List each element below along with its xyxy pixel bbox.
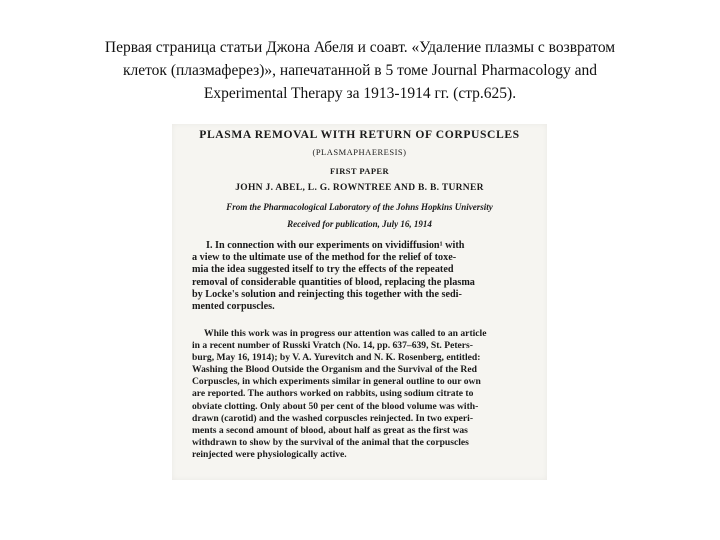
text-line: in a recent number of Russki Vratch (No. 14, pp. 637–639, St. Peters-	[192, 340, 473, 352]
text-line: removal of considerable quantities of blood, replacing the plasma	[192, 276, 475, 288]
text-line: reinjected were physiologically active.	[192, 448, 347, 460]
text-line: burg, May 16, 1914); by V. A. Yurevitch and N. K. Rosenberg, entitled:	[192, 352, 481, 364]
article-authors: JOHN J. ABEL, L. G. ROWNTREE AND B. B. TURNER	[235, 183, 484, 193]
article-title: PLASMA REMOVAL WITH RETURN OF CORPUSCLES	[199, 128, 520, 141]
received-date: Received for publication, July 16, 1914	[287, 219, 432, 229]
caption-line: клеток (плазмаферез)», напечатанной в 5 томе Journal Pharmacology and	[122, 62, 598, 79]
slide-caption	[30, 36, 690, 105]
text-line: are reported. The authors worked on rabbits, using sodium citrate to	[192, 388, 474, 400]
text-line: Corpuscles, in which experiments similar in general outline to our own	[192, 376, 481, 388]
text-line: ments a second amount of blood, about half as great as the first was	[192, 424, 468, 436]
text-line: Washing the Blood Outside the Organism and the Survival of the Red	[192, 364, 477, 376]
article-subtitle: (PLASMAPHAERESIS)	[312, 147, 407, 157]
text-line: a view to the ultimate use of the method for the relief of toxe-	[192, 252, 457, 264]
paragraph-1	[192, 240, 532, 313]
text-line: mia the idea suggested itself to try the effects of the repeated	[192, 264, 454, 276]
article-scan-image	[172, 124, 547, 480]
text-line: drawn (carotid) and the washed corpuscles reinjected. In two experi-	[192, 412, 474, 424]
text-line: mented corpuscles.	[192, 301, 275, 313]
text-line: I. In connection with our experiments on vividiffusion¹ with	[206, 240, 465, 251]
text-line: by Locke's solution and reinjecting this together with the sedi-	[192, 288, 462, 300]
text-line: withdrawn to show by the survival of the animal that the corpuscles	[192, 436, 469, 448]
text-line: While this work was in progress our attention was called to an article	[204, 328, 487, 339]
paper-label: FIRST PAPER	[329, 166, 390, 176]
paragraph-2	[192, 328, 532, 461]
text-line: obviate clotting. Only about 50 per cent of the blood volume was with-	[192, 400, 479, 412]
article-affiliation: From the Pharmacological Laboratory of the Johns Hopkins University	[226, 202, 493, 212]
caption-line: Experimental Therapy за 1913-1914 гг. (стр.625).	[203, 85, 517, 102]
caption-line: Первая страница статьи Джона Абеля и соавт. «Удаление плазмы с возвратом	[104, 39, 616, 56]
